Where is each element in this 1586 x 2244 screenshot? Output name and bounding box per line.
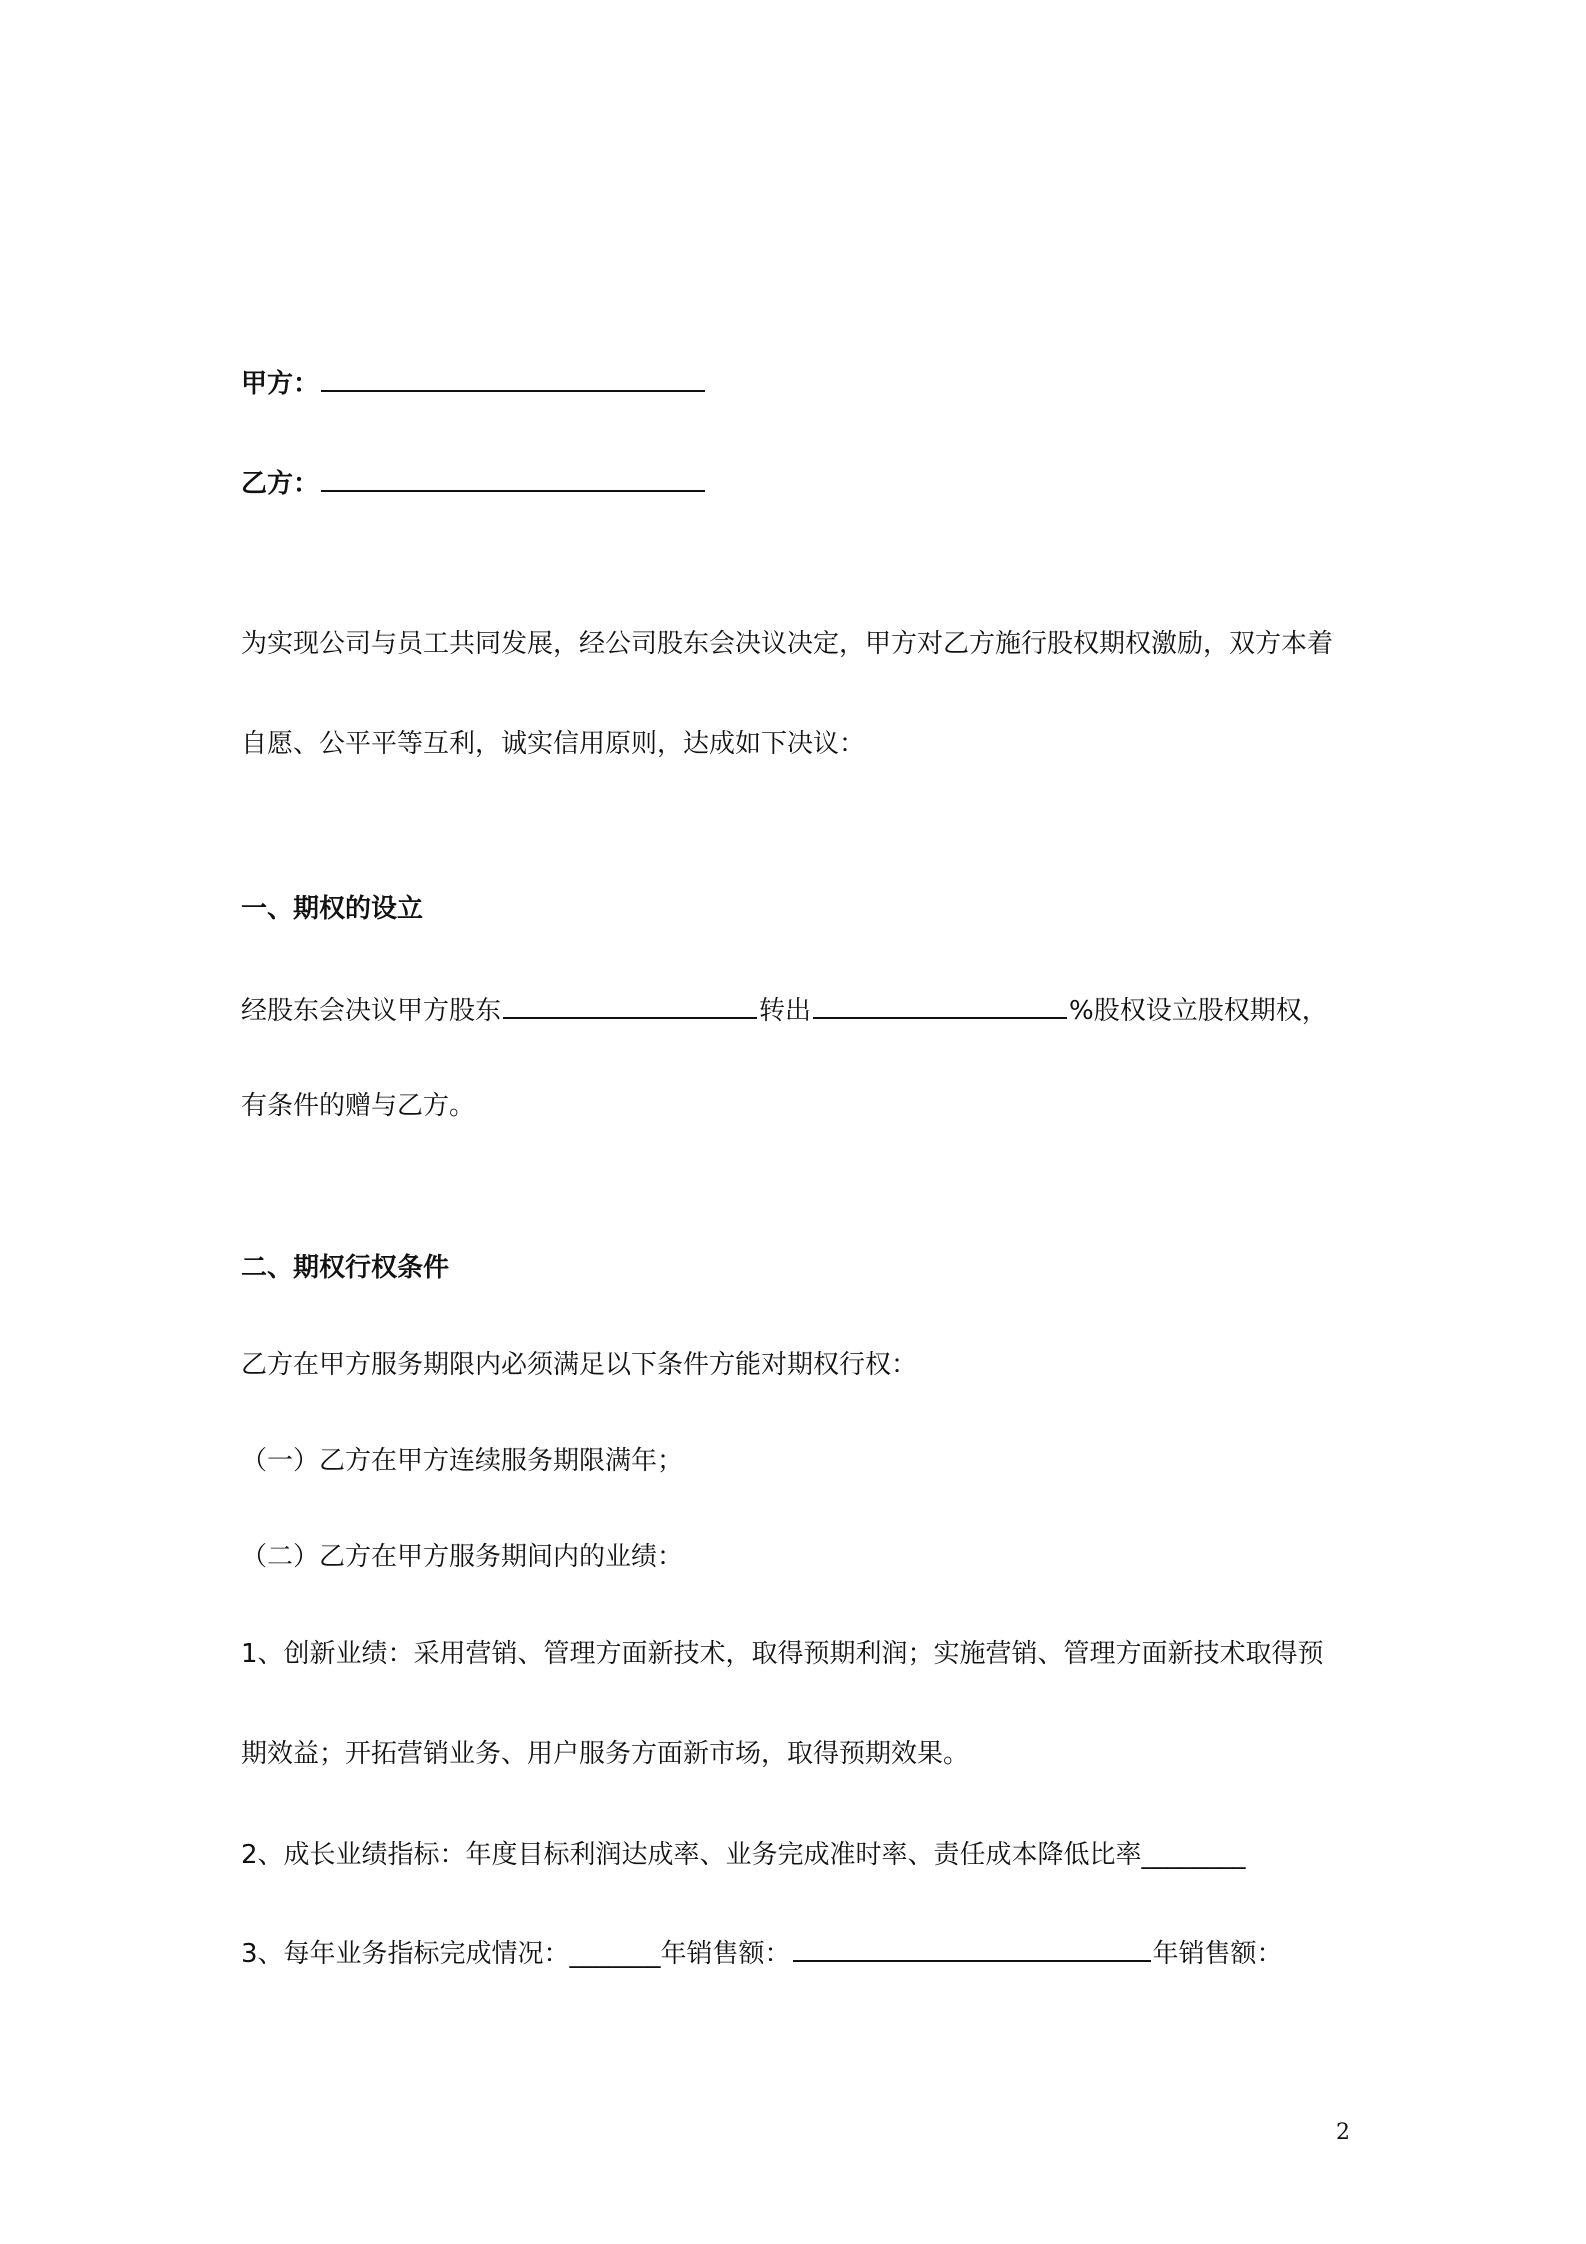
party-a-line <box>241 364 707 402</box>
section-1-title: 一、期权的设立 <box>241 894 424 924</box>
section-2-title: 二、期权行权条件 <box>241 1253 450 1283</box>
condition-1: （一）乙方在甲方连续服务期限满年； <box>241 1446 684 1476</box>
section-1-text-b: 转出 <box>759 996 812 1026</box>
party-b-line <box>241 464 707 502</box>
item-2: 2、成长业绩指标：年度目标利润达成率、业务完成准时率、责任成本降低比率________ <box>241 1840 1246 1870</box>
intro-line-1: 为实现公司与员工共同发展，经公司股东会决议决定，甲方对乙方施行股权期权激励，双方本着 <box>241 629 1334 659</box>
section-1-text-c: %股权设立股权期权， <box>1069 996 1328 1026</box>
section-1-text-a: 经股东会决议甲方股东 <box>241 996 502 1026</box>
condition-2: （二）乙方在甲方服务期间内的业绩： <box>241 1542 684 1572</box>
item-3-text-b: 年销售额： <box>1152 1939 1283 1969</box>
page-number: 2 <box>1336 2120 1350 2145</box>
section-1-line-1 <box>241 991 1328 1029</box>
intro-line-2: 自愿、公平平等互利，诚实信用原则，达成如下决议： <box>241 729 866 759</box>
section-1-line-2: 有条件的赠与乙方。 <box>241 1091 476 1121</box>
percent-blank[interactable] <box>813 991 1067 1019</box>
item-1-line-2: 期效益；开拓营销业务、用户服务方面新市场，取得预期效果。 <box>241 1739 970 1769</box>
item-1-line-1: 1、创新业绩：采用营销、管理方面新技术，取得预期利润；实施营销、管理方面新技术取得预 <box>241 1639 1324 1669</box>
party-b-blank[interactable] <box>321 464 705 492</box>
item-3 <box>241 1934 1283 1972</box>
party-a-blank[interactable] <box>321 364 705 392</box>
party-b-label: 乙方： <box>241 469 320 499</box>
section-2-intro: 乙方在甲方服务期限内必须满足以下条件方能对期权行权： <box>241 1350 918 1380</box>
party-a-label: 甲方： <box>241 369 320 399</box>
item-3-text-a: 3、每年业务指标完成情况：_______年销售额： <box>241 1939 791 1969</box>
sales-blank[interactable] <box>793 1934 1151 1962</box>
shareholder-blank[interactable] <box>503 991 757 1019</box>
